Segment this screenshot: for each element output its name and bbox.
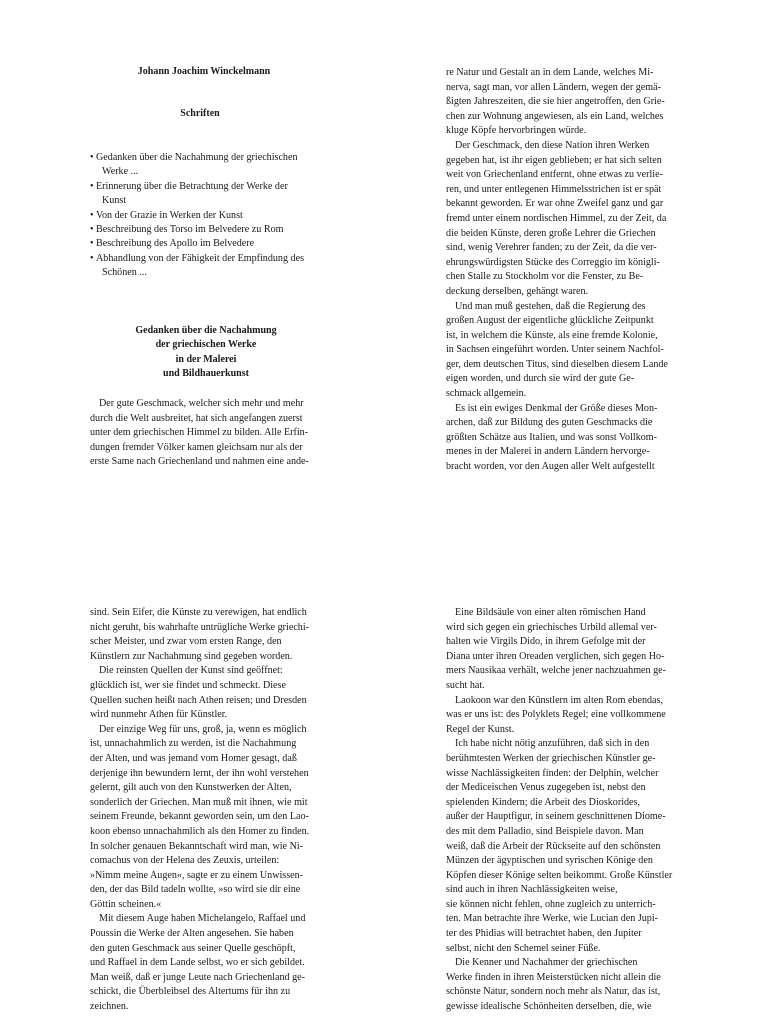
- text-line: außer der Hauptfigur, in seinem geschnittenen Diome-: [446, 811, 666, 823]
- text-line: Mit diesem Auge haben Michelangelo, Raffael und: [99, 913, 306, 925]
- text-line: bracht worden, vor den Augen aller Welt aufgestellt: [446, 461, 655, 473]
- text-line: comachus von der Helena des Zeuxis, urteilen:: [90, 855, 280, 867]
- text-line: Ich habe nicht nötig anzuführen, daß sich in den: [455, 738, 650, 750]
- page-2: [384, 0, 768, 512]
- text-line: seinem Freunde, bekannt geworden sein, um den Lao-: [90, 811, 309, 823]
- text-line: sie können nicht fehlen, ohne zugleich zu unterrich-: [446, 898, 656, 910]
- text-line: wird sich gegen ein griechisches Urbild allemal ver-: [446, 621, 657, 633]
- toc-item[interactable]: [90, 252, 340, 281]
- text-line: halten wie Virgils Dido, in ihrem Gefolge mit der: [446, 636, 646, 648]
- bullet-icon: •: [90, 152, 94, 163]
- text-line: ger, dem deutschen Titus, sind dieselben diesem Lande: [446, 358, 668, 370]
- text-line: nerva, sagt man, vor allen Ländern, wegen der gemä-: [446, 81, 661, 93]
- text-line: scher Meister, und zwar vom ersten Range, den: [90, 636, 282, 648]
- text-line: eigen worden, und durch sie wird der gute Ge-: [446, 373, 635, 385]
- text-line: chen zur Wohnung angewiesen, als ein Land, welches: [446, 110, 664, 122]
- text-line: schickt, die Überbleibsel des Altertums für ihn zu: [90, 986, 291, 998]
- toc-item-text: Gedanken über die Nachahmung der griechischen: [96, 152, 298, 163]
- toc-item-text: Erinnerung über die Betrachtung der Werke der: [96, 180, 288, 192]
- text-line: sind, wenig Verehrer fanden; zu der Zeit, da die ver-: [446, 242, 657, 254]
- text-line: Münzen der ägyptischen und syrischen Könige den: [446, 855, 653, 867]
- bullet-icon: •: [90, 224, 94, 236]
- text-line: was er uns ist: des Polyklets Regel; eine vollkommene: [446, 709, 666, 721]
- text-line: Die reinsten Quellen der Kunst sind geöffnet:: [99, 665, 283, 677]
- text-line: In solcher genauen Bekanntschaft wird man, wie Ni-: [90, 840, 304, 852]
- text-line: großen August der eigentliche glückliche Zeitpunkt: [446, 315, 654, 327]
- book-title: Schriften: [180, 108, 220, 119]
- text-line: Diana unter ihren Oreaden verglichen, sich gegen Ho-: [446, 650, 665, 662]
- toc-item-text: Von der Grazie in Werken der Kunst: [96, 209, 243, 221]
- text-line: chen Stalle zu Stockholm vor die Fenster, zu Be-: [446, 271, 644, 283]
- text-line: Werke finden in ihren Meisterstücken nicht allein die: [446, 971, 661, 983]
- text-line: Laokoon war den Künstlern im alten Rom ebendas,: [455, 694, 663, 706]
- text-line: schmack allgemein.: [446, 388, 527, 400]
- text-line: selbst, nicht den Schemel seiner Füße.: [446, 942, 601, 954]
- text-line: glücklich ist, wer sie findet und schmeckt. Diese: [90, 679, 286, 691]
- bullet-icon: •: [90, 180, 94, 192]
- text-line: erste Same nach Griechenland und nahmen eine ande-: [90, 456, 309, 468]
- text-line: weiß, daß die Arbeit der Rückseite auf den schönsten: [446, 840, 661, 852]
- page-4: [384, 512, 768, 1024]
- text-line: Göttin scheinen.«: [90, 898, 162, 910]
- text-line: sind. Sein Eifer, die Künste zu verewigen, hat endlich: [90, 607, 307, 618]
- essay-title: [100, 324, 312, 381]
- text-line: der Mediceischen Venus zugegeben ist, nebst den: [446, 782, 646, 794]
- text-line: Köpfen dieser Könige selten beikommt. Große Künstler: [446, 869, 673, 881]
- toc-item[interactable]: [90, 209, 340, 223]
- text-line: dungen fremder Völker kamen gleichsam nur als der: [90, 441, 303, 453]
- text-line: und Raffael in dem Lande selbst, wo er sich gebildet.: [90, 957, 305, 969]
- text-line: archen, daß zur Bildung des guten Geschmacks die: [446, 417, 653, 429]
- text-line: Regel der Kunst.: [446, 723, 515, 735]
- text-line: des mit dem Palladio, sind Beispiele davon. Man: [446, 825, 644, 837]
- text-line: Der gute Geschmack, welcher sich mehr und mehr: [99, 398, 304, 409]
- text-line: re Natur und Gestalt an in dem Lande, welches Mi-: [446, 67, 654, 78]
- text-line: berühmtesten Werken der griechischen Künstler ge-: [446, 752, 656, 764]
- toc-item-text: Beschreibung des Apollo im Belvedere: [96, 238, 255, 250]
- toc-item-text: Werke ...: [102, 166, 139, 178]
- text-line: Der Geschmack, den diese Nation ihren Werken: [455, 139, 650, 151]
- toc-item[interactable]: [90, 180, 340, 209]
- text-line: gelernt, gilt auch von den Kunstwerken der Alten,: [90, 782, 292, 794]
- text-line: die beiden Künste, deren große Lehrer die Griechen: [446, 227, 656, 239]
- text-line: sonderlich der Griechen. Man muß mit ihnen, wie mit: [90, 796, 308, 808]
- text-line: wisse Nachlässigkeiten finden: der Delphin, welcher: [446, 767, 659, 779]
- page-4-body: [446, 606, 686, 1015]
- toc-item-text: Abhandlung von der Fähigkeit der Empfindung des: [96, 252, 305, 264]
- text-line: ßigten Jahreszeiten, die sie hier angetroffen, den Grie-: [446, 96, 665, 108]
- toc-item-text: Schönen ...: [102, 267, 147, 279]
- text-line: größten Schätze aus Italien, und was sonst Vollkom-: [446, 431, 658, 443]
- page-3: [0, 512, 384, 1024]
- page-3-body: [90, 606, 328, 1015]
- text-line: ren, und unter entlegenen Himmelsstrichen ist er spät: [446, 183, 662, 195]
- essay-title-line: in der Malerei: [175, 353, 237, 365]
- text-line: sind auch in ihren Nachlässigkeiten weise,: [446, 884, 618, 896]
- essay-title-line: und Bildhauerkunst: [163, 367, 249, 379]
- page-1-body: [90, 397, 328, 470]
- page-2-body: [446, 66, 686, 475]
- text-line: bekannt geworden. Er war ohne Zweifel ganz und gar: [446, 198, 664, 210]
- text-line: Es ist ein ewiges Denkmal der Größe dieses Mon-: [455, 402, 658, 414]
- text-line: ehrungswürdigsten Stücke des Correggio im königli-: [446, 256, 660, 268]
- text-line: Eine Bildsäule von einer alten römischen Hand: [455, 607, 646, 618]
- text-line: sucht hat.: [446, 679, 485, 691]
- text-line: Poussin die Werke der Alten angesehen. Sie haben: [90, 928, 294, 940]
- text-line: Und man muß gestehen, daß die Regierung des: [455, 300, 646, 312]
- text-line: gewisse idealische Schönheiten derselben, die, wie: [446, 1001, 652, 1013]
- text-line: spielenden Kindern; die Arbeit des Dioskorides,: [446, 796, 640, 808]
- text-line: derjenige ihn bewundern lernt, der ihn wohl verstehen: [90, 767, 309, 779]
- text-line: unter dem griechischen Himmel zu bilden. Alle Erfin-: [90, 427, 309, 439]
- text-line: ist, in welchem die Künste, als eine fremde Kolonie,: [446, 329, 658, 341]
- author-name: Johann Joachim Winckelmann: [137, 66, 271, 77]
- text-line: menes in der Malerei in andern Ländern hervorge-: [446, 446, 650, 458]
- text-line: Der einzige Weg für uns, groß, ja, wenn es möglich: [99, 723, 307, 735]
- text-line: ter des Phidias will betrachtet haben, den Jupiter: [446, 928, 642, 940]
- text-line: nicht geruht, bis wahrhafte untrügliche Werke griechi-: [90, 621, 310, 633]
- text-line: ist, unnachahmlich zu werden, ist die Nachahmung: [90, 738, 297, 750]
- text-line: zeichnen.: [90, 1001, 129, 1013]
- text-line: durch die Welt ausbreitet, hat sich angefangen zuerst: [90, 412, 303, 424]
- toc-item-text: Kunst: [102, 195, 127, 207]
- text-line: mers Nausikaa verhält, welche jener nachzuahmen ge-: [446, 665, 666, 677]
- text-line: schönste Natur, sondern noch mehr als Natur, das ist,: [446, 986, 661, 998]
- bullet-icon: •: [90, 252, 94, 264]
- toc-item-text: Beschreibung des Torso im Belvedere zu Rom: [96, 224, 284, 236]
- text-line: ten. Man betrachte ihre Werke, wie Lucian den Jupi-: [446, 913, 659, 925]
- text-line: der Alten, und was jemand vom Homer gesagt, daß: [90, 752, 297, 764]
- text-line: koon ebenso unnachahmlich als den Homer zu finden.: [90, 825, 310, 837]
- essay-title-line: der griechischen Werke: [155, 339, 257, 351]
- text-line: kluge Köpfe hervorbringen würde.: [446, 125, 587, 137]
- text-line: deckung derselben, gehängt waren.: [446, 285, 589, 297]
- text-line: »Nimm meine Augen«, sagte er zu einem Unwissen-: [90, 869, 304, 881]
- toc-item[interactable]: [90, 151, 340, 180]
- page-1: [0, 0, 384, 512]
- text-line: wird nunmehr Athen für Künstler.: [90, 709, 228, 721]
- text-line: weit von Griechenland entfernt, ohne etwas zu verlie-: [446, 169, 663, 181]
- toc-item[interactable]: [90, 237, 340, 251]
- table-of-contents: [90, 151, 340, 281]
- essay-title-line: Gedanken über die Nachahmung: [135, 325, 277, 336]
- text-line: in Sachsen eingeführt worden. Unter seinem Nachfol-: [446, 344, 664, 356]
- text-line: gegeben hat, ist ihr eigen geblieben; er hat sich selten: [446, 154, 662, 166]
- text-line: den guten Geschmack aus seiner Quelle geschöpft,: [90, 942, 296, 954]
- text-line: Die Kenner und Nachahmer der griechischen: [455, 957, 638, 969]
- toc-item[interactable]: [90, 223, 340, 237]
- bullet-icon: •: [90, 238, 94, 250]
- text-line: fremd unter einem nordischen Himmel, zu der Zeit, da: [446, 212, 667, 224]
- bullet-icon: •: [90, 209, 94, 221]
- text-line: den, der das Bild tadeln wollte, »so wird sie dir eine: [90, 884, 301, 896]
- text-line: Man weiß, daß er junge Leute nach Griechenland ge-: [90, 971, 305, 983]
- text-line: Künstlern zur Nachahmung sind gegeben worden.: [90, 650, 293, 662]
- text-line: Quellen suchen heißt nach Athen reisen; und Dresden: [90, 694, 307, 706]
